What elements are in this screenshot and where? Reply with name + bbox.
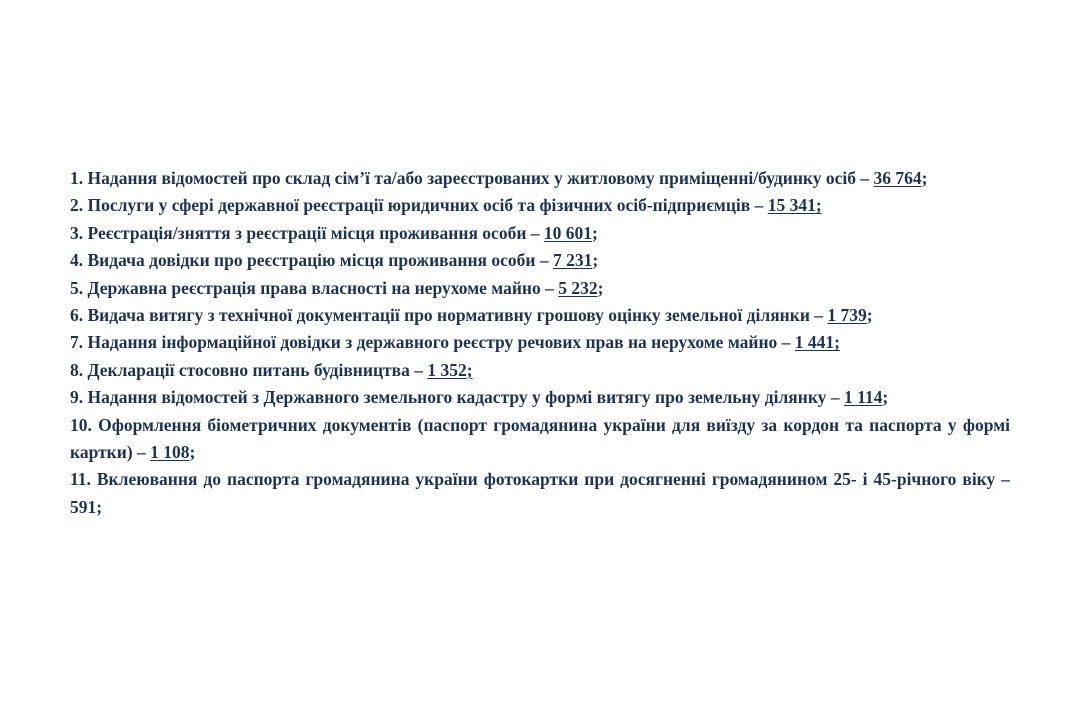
item-text: 8. Декларації стосовно питань будівництва – [70, 359, 428, 380]
item-count: 1 739 [827, 305, 867, 326]
item-tail: ; [189, 442, 196, 463]
item-tail: ; [466, 359, 473, 380]
item-text: 5. Державна реєстрація права власності на нерухоме майно – [70, 277, 559, 298]
list-item-2 [70, 192, 1010, 219]
item-tail: ; [882, 387, 889, 408]
item-text: 4. Видача довідки про реєстрацію місця проживання особи – [70, 250, 553, 271]
item-count: 7 231 [552, 250, 593, 271]
list-item-3 [70, 220, 1010, 247]
item-text: 10. Оформлення біометричних документів (паспорт громадянина україни для виїзду за кордон та паспорта у формі картки) – [70, 414, 1010, 463]
item-text: 6. Видача витягу з технічної документації про нормативну грошову оцінку земельної ділянки – [70, 305, 828, 326]
item-count: 15 341 [767, 195, 816, 216]
list-item-10 [70, 412, 1010, 467]
item-count: 5 232 [558, 277, 598, 298]
services-list [70, 165, 1010, 521]
list-item-1 [70, 165, 1010, 192]
item-count: 36 764 [873, 168, 922, 188]
item-text: 7. Надання інформаційної довідки з державного реєстру речових прав на нерухоме майно – [70, 332, 795, 353]
item-tail: ; [592, 250, 599, 271]
item-text: 2. Послуги у сфері державної реєстрації юридичних осіб та фізичних осіб-підприємців – [70, 195, 768, 216]
item-count: 10 601 [543, 222, 593, 243]
item-count: 1 352 [427, 359, 467, 380]
item-count: 1 114 [843, 387, 883, 408]
item-count: 1 441 [794, 332, 835, 353]
list-item-8 [70, 357, 1010, 384]
list-item-6 [70, 302, 1010, 329]
list-item-4 [70, 247, 1010, 274]
item-tail: ; [866, 305, 873, 326]
list-item-11 [70, 466, 1010, 521]
item-tail: ; [834, 332, 840, 353]
list-item-5 [70, 275, 1010, 302]
item-text: 11. Вклеювання до паспорта громадянина україни фотокартки при досягненні громадянином 25- і 45-річного віку – 591; [70, 469, 1010, 517]
item-tail: ; [921, 168, 928, 188]
item-tail: ; [597, 277, 604, 298]
item-text: 3. Реєстрація/зняття з реєстрації місця проживання особи – [70, 222, 544, 243]
list-item-7 [70, 329, 1010, 356]
item-count: 1 108 [150, 442, 190, 463]
item-text: 1. Надання відомостей про склад сім’ї та/або зареєстрованих у житловому приміщенні/будинку осіб – [70, 168, 874, 188]
list-item-9 [70, 384, 1010, 411]
item-text: 9. Надання відомостей з Державного земельного кадастру у формі витягу про земельну ділянку – [70, 387, 844, 408]
item-tail: ; [815, 195, 822, 216]
item-tail: ; [592, 222, 598, 243]
